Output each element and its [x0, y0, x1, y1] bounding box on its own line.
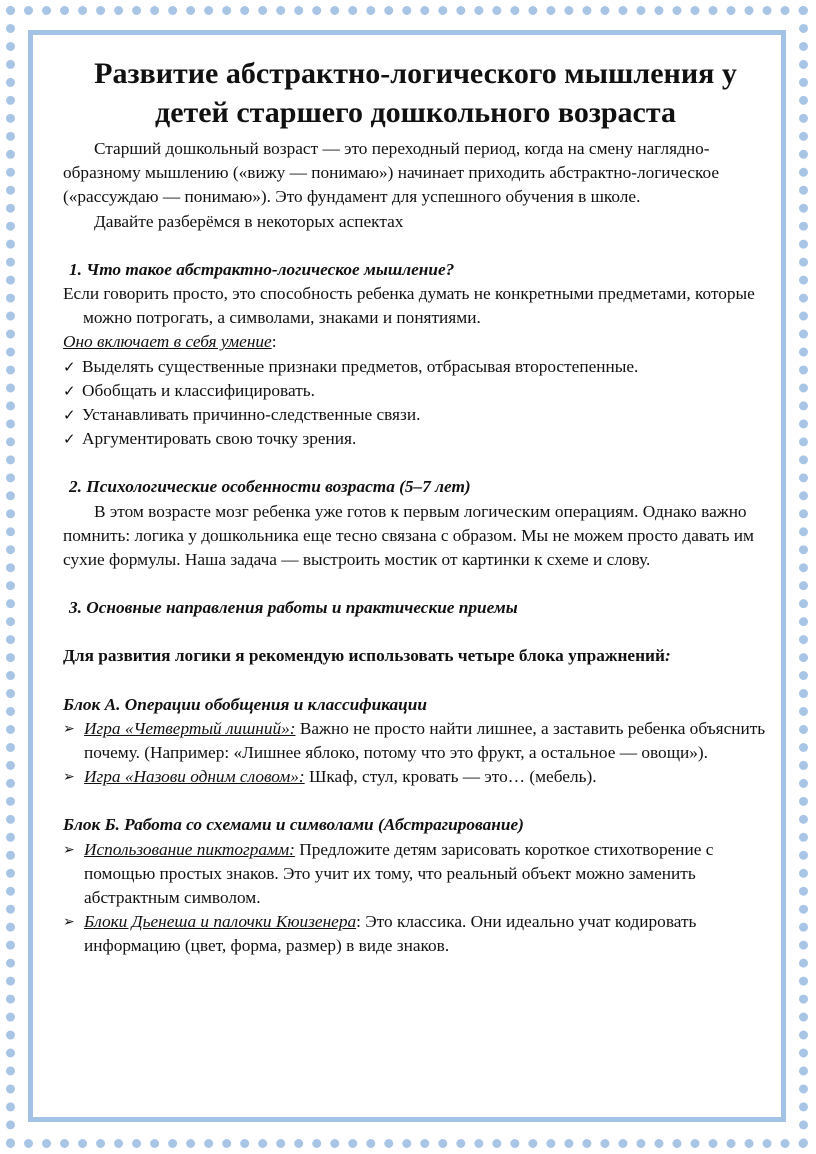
list-item: ✓ Обобщать и классифицировать. [63, 379, 768, 403]
block-b-heading: Блок Б. Работа со схемами и символами (Абстрагирование) [63, 815, 524, 835]
arrow-bullet-icon: ➢ [63, 841, 75, 858]
section-2-heading: 2. Психологические особенности возраста (5–7 лет) [69, 477, 471, 497]
list-item: ✓ Устанавливать причинно-следственные связи. [63, 403, 768, 427]
list-item: ➢ Использование пиктограмм: Предложите детям зарисовать короткое стихотворение с помощью простых знаков. Это учит их тому, что реальный объект можно заменить абстрактным символом. [63, 839, 714, 908]
arrow-bullet-icon: ➢ [63, 720, 75, 737]
list-item: ✓ Аргументировать свою точку зрения. [63, 427, 768, 451]
check-icon: ✓ [63, 357, 76, 376]
list-item: ➢ Игра «Назови одним словом»: Шкаф, стул, кровать — это… (мебель). [63, 765, 768, 789]
document-title: Развитие абстрактно-логического мышления у детей старшего дошкольного возраста [94, 57, 737, 129]
section-2-text: В этом возрасте мозг ребенка уже готов к первым логическим операциям. Однако важно помнить: логика у дошкольника еще тесно связана с образом. Мы не можем просто давать им сухие формулы. Наша задача — выстроить мостик от картинки к схеме и слову. [63, 501, 754, 570]
arrow-bullet-icon: ➢ [63, 769, 75, 786]
block-a-list [63, 717, 768, 790]
check-icon: ✓ [63, 406, 76, 425]
recommendation-line: Для развития логики я рекомендую использовать четыре блока упражнений: [63, 646, 671, 666]
check-icon: ✓ [63, 381, 76, 400]
arrow-bullet-icon: ➢ [63, 914, 75, 931]
list-item: ✓ Выделять существенные признаки предметов, отбрасывая второстепенные. [63, 355, 768, 379]
includes-label: Оно включает в себя умение [63, 332, 272, 352]
includes-line: Оно включает в себя умение: [63, 332, 277, 352]
check-icon: ✓ [63, 430, 76, 449]
document-body [63, 54, 768, 959]
skills-list [63, 355, 768, 452]
block-b-list [63, 838, 768, 959]
intro-lead-in: Давайте разберёмся в некоторых аспектах [94, 211, 404, 231]
section-1-text: Если говорить просто, это способность ребенка думать не конкретными предметами, которые можно потрогать, а символами, знаками и понятиями. [63, 284, 755, 328]
section-3-heading: 3. Основные направления работы и практические приемы [69, 598, 518, 618]
list-item: ➢ Игра «Четвертый лишний»: Важно не просто найти лишнее, а заставить ребенка объяснить почему. (Например: «Лишнее яблоко, потому что это фрукт, а остальное — овощи»). [63, 718, 766, 763]
list-item: ➢ Блоки Дьенеша и палочки Кюизенера: Это классика. Они идеально учат кодировать информацию (цвет, форма, размер) в виде знаков. [63, 912, 697, 956]
section-1-heading: 1. Что такое абстрактно-логическое мышление? [69, 259, 455, 279]
block-a-heading: Блок А. Операции обобщения и классификации [63, 694, 428, 714]
intro-paragraph: Старший дошкольный возраст — это переходный период, когда на смену наглядно-образному мышлению («вижу — понимаю») начинает приходить абстрактно-логическое («рассуждаю — понимаю»). Это фундамент для успешного обучения в школе. [63, 139, 720, 207]
